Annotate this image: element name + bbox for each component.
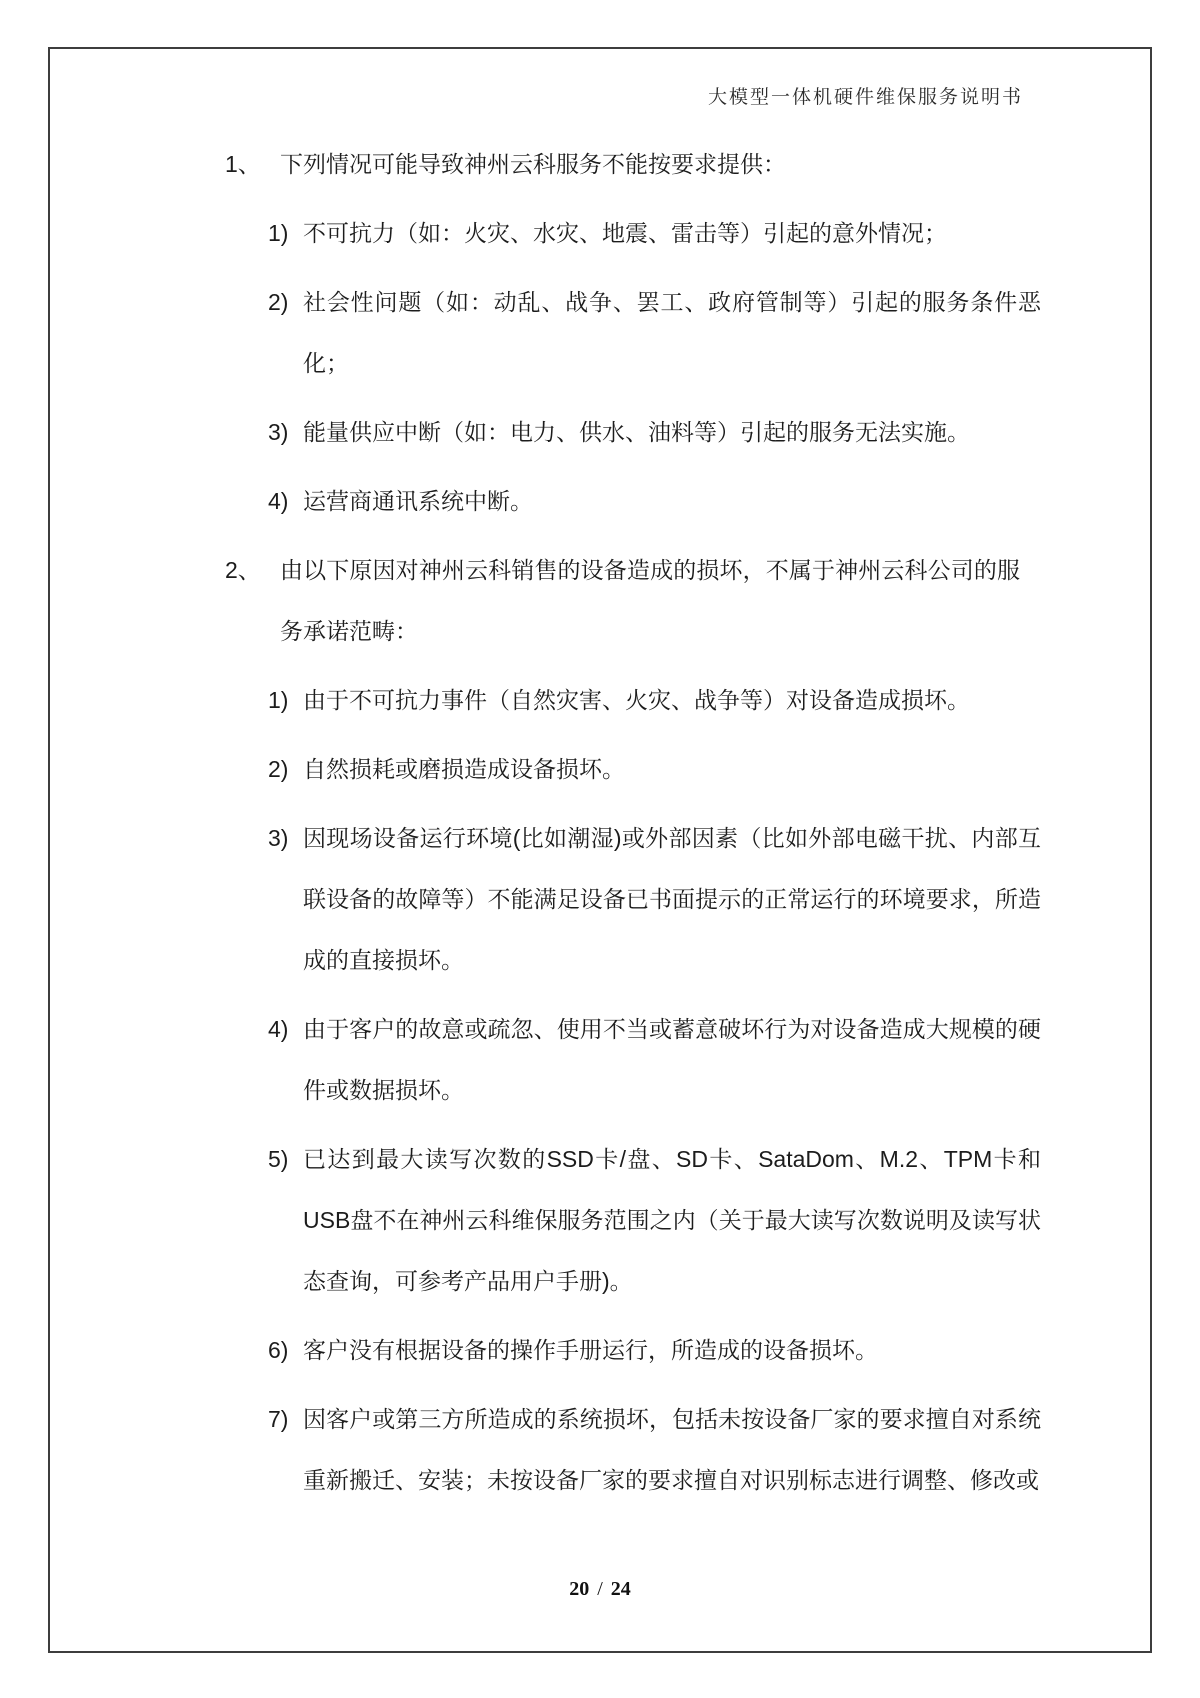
- list-item-text: 因客户或第三方所造成的系统损坏，包括未按设备厂家的要求擅自对系统重新搬迁、安装；未按设备厂家的要求擅自对识别标志进行调整、修改或: [303, 1406, 1041, 1493]
- list-item-number: 6): [268, 1337, 289, 1363]
- section-2-heading-text: 由以下原因对神州云科销售的设备造成的损坏，不属于神州云科公司的服务承诺范畴：: [280, 557, 1020, 644]
- list-item-number: 2): [268, 289, 289, 315]
- page-number-separator: /: [597, 1578, 603, 1600]
- list-item-text: 不可抗力（如：火灾、水灾、地震、雷击等）引起的意外情况；: [303, 220, 947, 246]
- list-item-number: 3): [268, 419, 289, 445]
- list-item-text: 能量供应中断（如：电力、供水、油料等）引起的服务无法实施。: [303, 419, 970, 445]
- page-number-current: 20: [569, 1578, 590, 1600]
- section-1-number: 1、: [225, 151, 261, 177]
- list-item-text: 社会性问题（如：动乱、战争、罢工、政府管制等）引起的服务条件恶化；: [303, 289, 1041, 376]
- page-number-total: 24: [610, 1578, 631, 1600]
- list-item-text: 由于不可抗力事件（自然灾害、火灾、战争等）对设备造成损坏。: [303, 687, 970, 713]
- list-item: [0, 1389, 1100, 1511]
- list-item: [0, 402, 1100, 463]
- list-item-number: 7): [268, 1406, 289, 1432]
- list-item: [0, 471, 1100, 532]
- section-1-heading: [0, 134, 1100, 195]
- list-item: [0, 739, 1100, 800]
- list-item: [0, 670, 1100, 731]
- section-2-heading: [0, 540, 1100, 662]
- list-item: [0, 203, 1100, 264]
- list-item-text: 因现场设备运行环境(比如潮湿)或外部因素（比如外部电磁干扰、内部互联设备的故障等）不能满足设备已书面提示的正常运行的环境要求，所造成的直接损坏。: [303, 825, 1041, 973]
- section-1-heading-text: 下列情况可能导致神州云科服务不能按要求提供：: [280, 151, 786, 177]
- list-item-text: 运营商通讯系统中断。: [303, 488, 533, 514]
- list-item-number: 1): [268, 220, 289, 246]
- page-number-footer: [0, 1578, 1200, 1601]
- list-item: [0, 1129, 1100, 1312]
- list-item: [0, 1320, 1100, 1381]
- list-item-number: 4): [268, 1016, 289, 1042]
- list-item-text: 客户没有根据设备的操作手册运行，所造成的设备损坏。: [303, 1337, 878, 1363]
- list-item-text: 自然损耗或磨损造成设备损坏。: [303, 756, 625, 782]
- page-header-title: 大模型一体机硬件维保服务说明书: [707, 87, 1023, 108]
- list-item: [0, 999, 1100, 1121]
- document-body: [0, 134, 1100, 1519]
- list-item-number: 4): [268, 488, 289, 514]
- list-item-text: 已达到最大读写次数的SSD卡/盘、SD卡、SataDom、M.2、TPM卡和USB盘不在神州云科维保服务范围之内（关于最大读写次数说明及读写状态查询，可参考产品用户手册)。: [303, 1146, 1041, 1294]
- list-item: [0, 272, 1100, 394]
- list-item: [0, 808, 1100, 991]
- list-item-number: 1): [268, 687, 289, 713]
- list-item-number: 2): [268, 756, 289, 782]
- list-item-number: 5): [268, 1146, 289, 1172]
- section-2-number: 2、: [225, 557, 261, 583]
- list-item-number: 3): [268, 825, 289, 851]
- list-item-text: 由于客户的故意或疏忽、使用不当或蓄意破坏行为对设备造成大规模的硬件或数据损坏。: [303, 1016, 1041, 1103]
